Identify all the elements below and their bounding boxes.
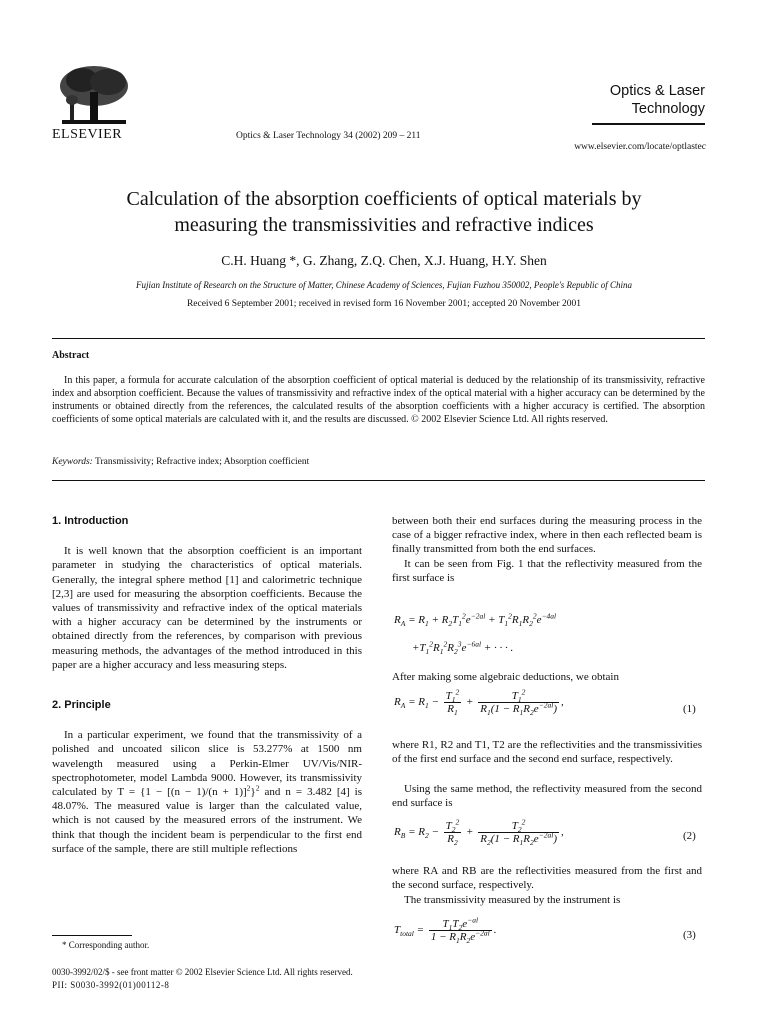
left-column xyxy=(52,514,362,856)
equation-ra-series-line2: $+T_1^2R_1^2R_2^3e^{-6al}$ + · · · . xyxy=(412,639,514,657)
keywords-label: Keywords: xyxy=(52,457,93,467)
right-column xyxy=(392,514,702,585)
divider-top xyxy=(52,338,705,339)
author-list: C.H. Huang *, G. Zhang, Z.Q. Chen, X.J. Huang, H.Y. Shen xyxy=(221,253,547,268)
principle-paragraph: In a particular experiment, we found that the transmissivity of a polished and uncoated silicon slice is 53.277% at 1500 nm wavelength measured using a Perkin-Elmer UV/Vis/NIR-spectrophotometer, model Lambda 9000. However, its transmissivity calculated by $T = \{1 - [(n - 1)/(n + 1)]^2\}^2$ and n = 3.482 [4] is 48.07%. The measured value is larger than the calculated value, which is not caused by the measured errors of the instrument. We think that though the incident beam is perpendicular to the first end surface of the sample, there are still multiple reflections xyxy=(52,729,363,855)
journal-name-line1: Optics & Laser xyxy=(609,83,705,99)
pii-identifier: PII: S0030-3992(01)00112-8 xyxy=(52,980,170,990)
equation-ra-series-line1: $R_A = R_1 + R_2T_1^2e^{-2al} + T_1^2R_1R_2^2e^{-4al}$ xyxy=(394,611,557,629)
journal-rule xyxy=(592,123,705,125)
footnote-rule xyxy=(52,935,132,936)
equation-1: $R_A = R_1$ − $\frac{T_1^2}{R_1}$ + $\frac{T_1^2}{R_1(1 - R_1R_2e^{-2al})}$ , xyxy=(394,687,564,718)
journal-name xyxy=(560,82,705,118)
title-line1: Calculation of the absorption coefficients of optical materials by xyxy=(126,188,642,210)
equation-2: $R_B = R_2$ − $\frac{T_2^2}{R_2}$ + $\frac{T_2^2}{R_2(1 - R_1R_2e^{-2al})}$ , xyxy=(394,817,564,848)
paragraph-transmissivity: The transmissivity measured by the instrument is xyxy=(404,894,621,906)
introduction-paragraph: It is well known that the absorption coefficient is an important parameter in studying the characteristics of optical materials. Generally, the integral sphere method [1] and calorimetric technique [2,3] are used for measuring the absorption coefficients. Because the values of transmissivity and refractive index of the optical materials with a higher accuracy can be determined by the instruments or obtained directly from the references, by comparison with previous measuring methods, the advantages of the method introduced in this paper are a higher accuracy and less measuring steps. xyxy=(52,545,362,671)
equation-3: $T_{total}$ = $\frac{T_1T_2e^{-al}}{1 - R_1R_2e^{-2al}}$ . xyxy=(394,915,497,946)
article-title xyxy=(54,186,714,238)
affiliation: Fujian Institute of Research on the Structure of Matter, Chinese Academy of Sciences, Fujian Fuzhou 350002, People's Republic of China xyxy=(135,280,632,290)
equation-1-number: (1) xyxy=(683,703,696,715)
paragraph-multiple-reflections: between both their end surfaces during the measuring process in the case of a bigger refractive index, where in then each reflected beam is finally transmitted from both the end surfaces. xyxy=(392,515,702,556)
equation-2-number: (2) xyxy=(683,830,696,842)
paragraph-where-rarb: where RA and RB are the reflectivities measured from the first and the second surface, respectively. xyxy=(392,865,702,892)
paragraph-same-method: Using the same method, the reflectivity measured from the second end surface is xyxy=(392,783,702,810)
elsevier-tree-logo xyxy=(52,62,132,130)
journal-url[interactable]: www.elsevier.com/locate/optlastec xyxy=(574,142,706,152)
journal-citation: Optics & Laser Technology 34 (2002) 209 – 211 xyxy=(236,131,421,141)
footnote: * Corresponding author. xyxy=(62,940,150,950)
journal-name-line2: Technology xyxy=(631,101,705,117)
paragraph-fig1: It can be seen from Fig. 1 that the reflectivity measured from the first surface is xyxy=(392,557,702,584)
section-heading-principle: 2. Principle xyxy=(52,699,111,712)
title-line2: measuring the transmissivities and refractive indices xyxy=(174,214,594,236)
paragraph-where-r1r2: where R1, R2 and T1, T2 are the reflectivities and the transmissivities of the first end surface and the second end surface, respectively. xyxy=(392,739,702,766)
divider-bottom xyxy=(52,480,705,481)
keywords-list: Transmissivity; Refractive index; Absorption coefficient xyxy=(95,457,310,467)
keywords xyxy=(52,457,309,467)
front-matter-notice: 0030-3992/02/$ - see front matter © 2002 Elsevier Science Ltd. All rights reserved. xyxy=(52,967,353,977)
received-dates: Received 6 September 2001; received in revised form 16 November 2001; accepted 20 November 2001 xyxy=(186,299,582,309)
publisher-name: ELSEVIER xyxy=(52,127,123,142)
section-heading-introduction: 1. Introduction xyxy=(52,515,129,527)
paragraph-algebraic: After making some algebraic deductions, we obtain xyxy=(392,671,619,683)
equation-3-number: (3) xyxy=(683,929,696,941)
abstract-text: In this paper, a formula for accurate calculation of the absorption coefficient of optical material is deduced by the relationship of its transmissivity, refractive index and absorption coefficient. Because the values of transmissivity and refractive index of the optical material with a higher accuracy can be determined by the instruments or obtained directly from the references, the calculated results of the absorption coefficients with a higher accuracy is certified. The absorption coefficients of some optical materials are calculated with it, and the results are discussed. © 2002 Elsevier Science Ltd. All rights reserved. xyxy=(52,375,705,425)
abstract-heading: Abstract xyxy=(52,350,90,361)
